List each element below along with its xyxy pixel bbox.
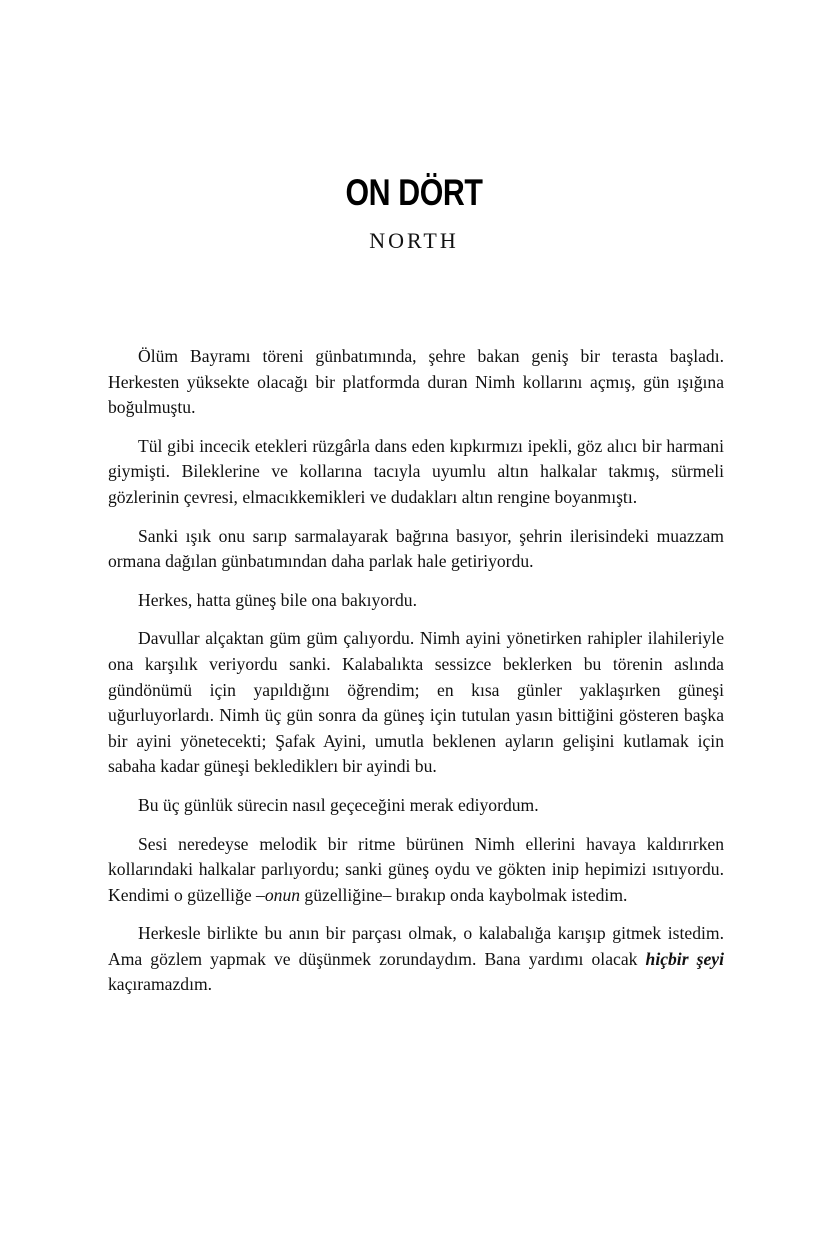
paragraph — [108, 832, 724, 909]
chapter-body — [108, 344, 724, 1011]
italic-emphasis: –onun — [256, 884, 301, 905]
paragraph: Davullar alçaktan güm güm çalıyordu. Nimh ayini yönetirken rahipler ilahileriyle ona karşılık veriyordu sanki. Kalabalıkta sessizce beklerken bu törenin aslında gündönümü için yapıldığını öğrendim; en kısa günler yaklaşırken güneşi uğurluyorlardı. Nimh üç gün sonra da güneş için tutulan yasın bittiğini gösteren başka bir ayini yönetecekti; Şafak Ayini, umutla beklenen ayların gelişini kutlamak için sabaha kadar güneşi beklediklerı bir ayindi bu. — [108, 628, 724, 777]
paragraph: Ölüm Bayramı töreni günbatımında, şehre bakan geniş bir terasta başladı. Herkesten yüksekte olacağı bir platformda duran Nimh kollarını açmış, gün ışığına boğulmuştu. — [108, 346, 724, 418]
paragraph-text: Sesi neredeyse melodik bir ritme bürünen Nimh ellerini havaya kaldırırken kollarındaki halkalar parlıyordu; sanki güneş oydu ve gökten inip hepimizi ısıtıyordu. Kendimi o güzelliğe — [108, 833, 724, 905]
paragraph-text: kaçıramazdım. — [108, 974, 213, 995]
bold-italic-emphasis: hiçbir şeyi — [645, 948, 724, 969]
chapter-number: ON DÖRT — [345, 172, 483, 213]
chapter-name: NORTH — [369, 228, 459, 253]
paragraph: Bu üç günlük sürecin nasıl geçeceğini merak ediyordum. — [138, 794, 539, 815]
paragraph: Herkes, hatta güneş bile ona bakıyordu. — [138, 589, 417, 610]
paragraph-text: Herkesle birlikte bu anın bir parçası olmak, o kalabalığa karışıp gitmek istedim. Ama gözlem yapmak ve düşünmek zorundaydım. Bana yardımı olacak — [108, 923, 724, 969]
paragraph-text: güzelliğine– bırakıp onda kaybolmak istedim. — [300, 884, 628, 905]
paragraph: Tül gibi incecik etekleri rüzgârla dans eden kıpkırmızı ipekli, göz alıcı bir harmani giymişti. Bileklerine ve kollarına tacıyla uyumlu altın halkalar takmış, sürmeli gözlerinin çevresi, elmacıkkemikleri ve dudakları altın rengine boyanmıştı. — [108, 435, 724, 507]
paragraph — [108, 921, 724, 998]
paragraph: Sanki ışık onu sarıp sarmalayarak bağrına basıyor, şehrin ilerisindeki muazzam ormana dağılan günbatımından daha parlak hale getiriyordu. — [108, 525, 724, 572]
